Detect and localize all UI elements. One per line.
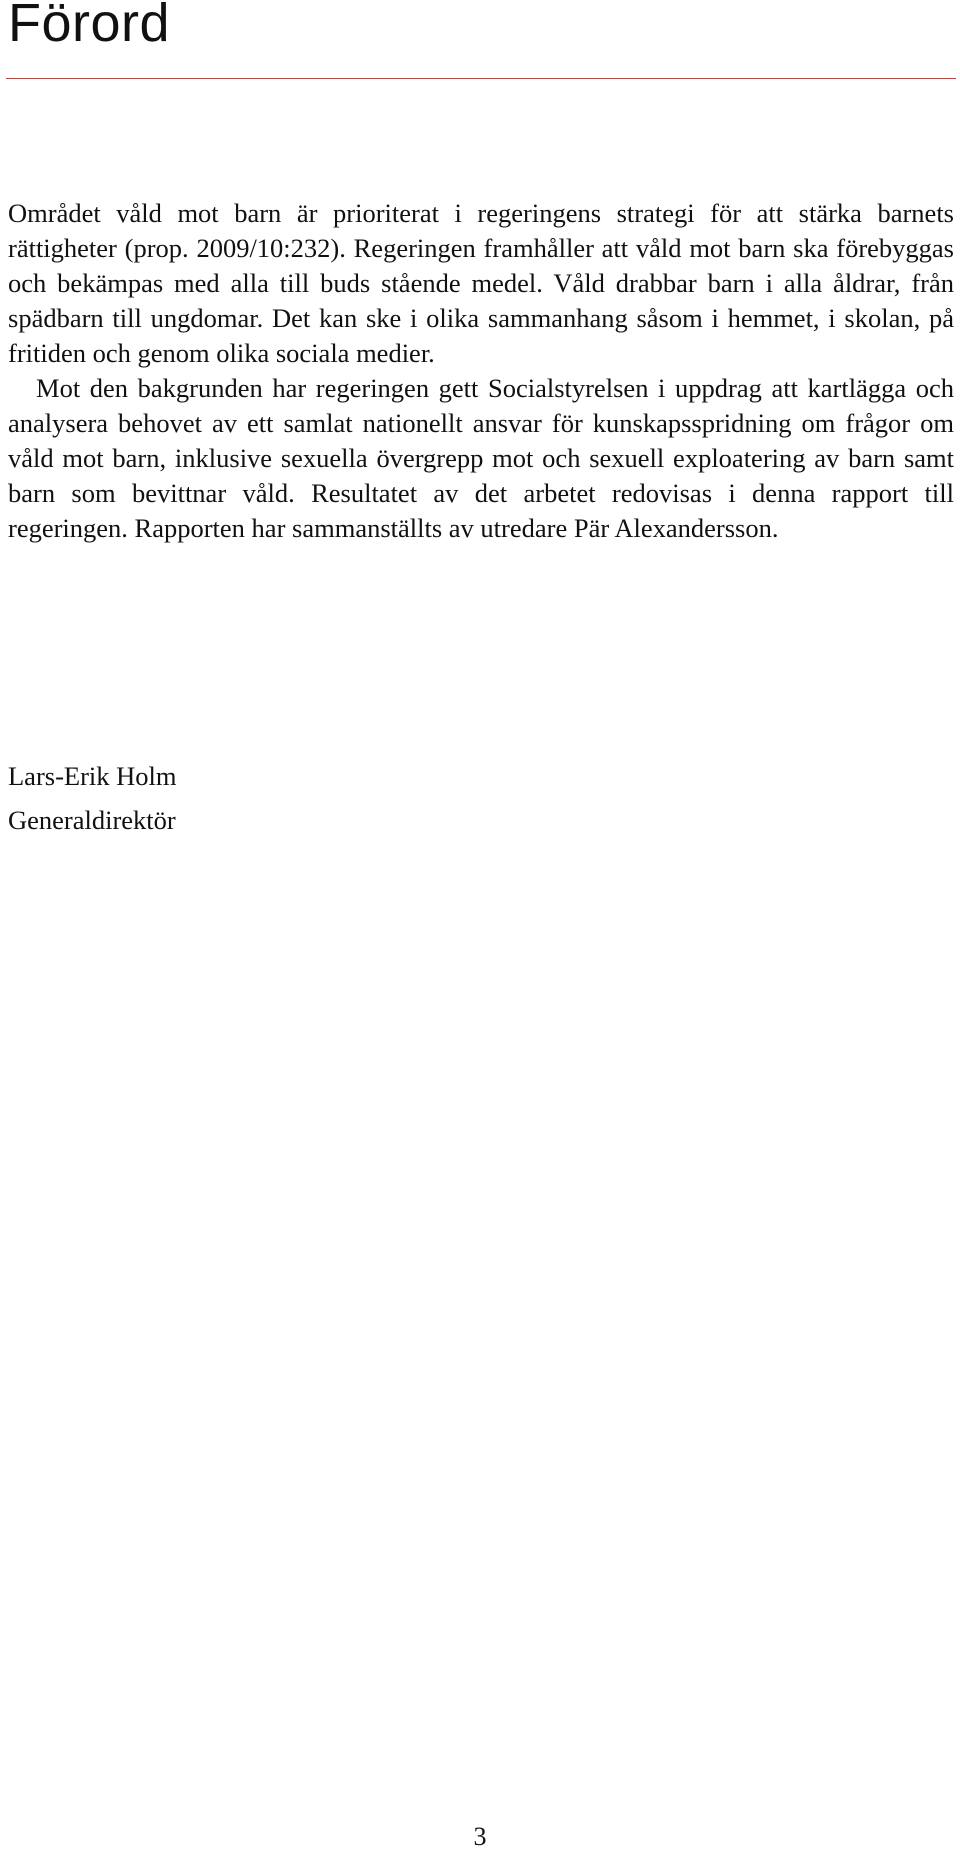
paragraph-2: Mot den bakgrunden har regeringen gett Socialstyrelsen i uppdrag att kartlägga och analysera behovet av ett samlat nationellt ansvar för kunskapsspridning om frågor om våld mot barn, inklusive sexuella övergrepp mot och sexuell exploatering av barn samt barn som bevittnar våld. Resultatet av det arbetet redovisas i denna rapport till regeringen. Rapporten har sammanställts av utredare Pär Alexandersson.	[8, 373, 954, 543]
heading-divider	[6, 78, 956, 79]
page-title: Förord	[8, 0, 171, 53]
page-number: 3	[473, 1822, 487, 1851]
signatory-name: Lars-Erik Holm	[8, 761, 177, 791]
paragraph-1: Området våld mot barn är prioriterat i regeringens strategi för att stärka barnets rättigheter (prop. 2009/10:232). Regeringen framhåller att våld mot barn ska förebyggas och bekämpas med alla till buds stående medel. Våld drabbar barn i alla åldrar, från spädbarn till ungdomar. Det kan ske i olika sammanhang såsom i hemmet, i skolan, på fritiden och genom olika sociala medier.	[8, 198, 954, 368]
signature-block	[8, 754, 177, 842]
signatory-title: Generaldirektör	[8, 805, 176, 835]
foreword-body	[8, 196, 954, 546]
